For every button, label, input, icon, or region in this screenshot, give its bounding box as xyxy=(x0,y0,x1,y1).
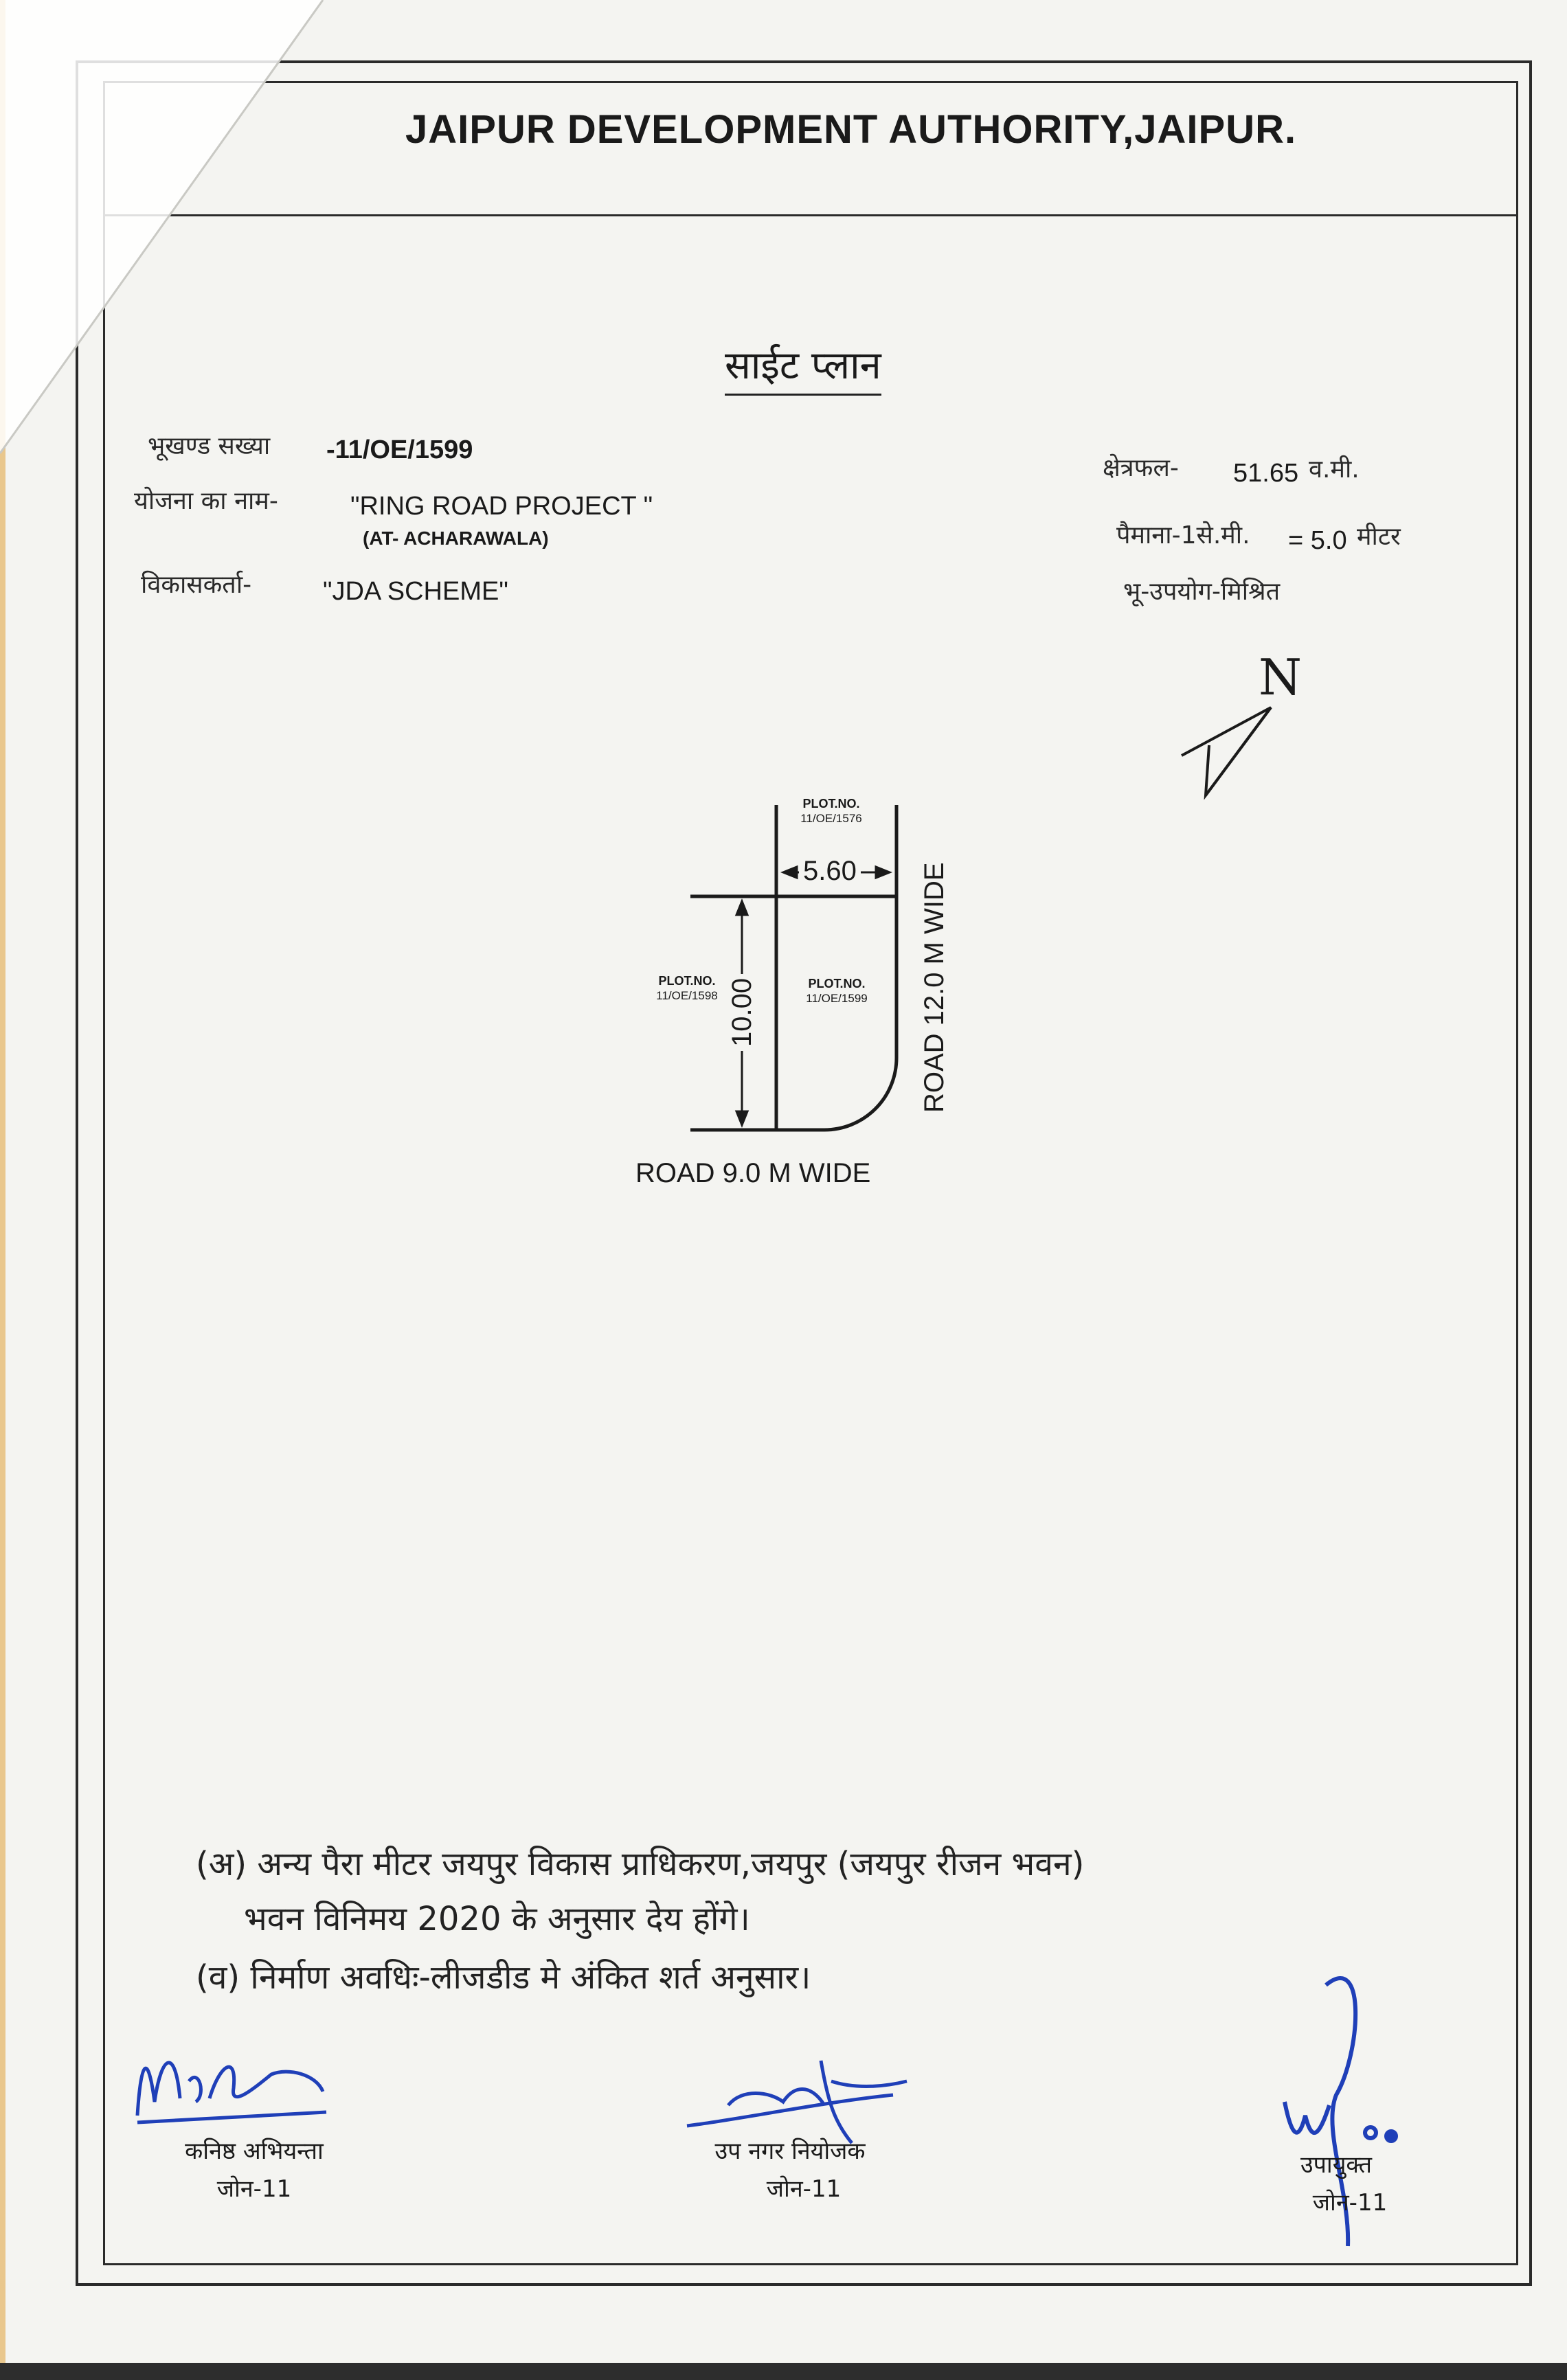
plot-left-label-text: PLOT.NO. xyxy=(658,974,716,988)
area-label: क्षेत्रफल- xyxy=(1103,454,1179,482)
junior-engineer-title: कनिष्ठ अभियन्ता xyxy=(185,2138,324,2165)
note-line-2: भवन विनिमय 2020 के अनुसार देय होंगे। xyxy=(244,1900,750,1938)
depth-dimension-label: 10.00 xyxy=(728,974,756,1051)
plot-left-label xyxy=(639,974,735,1003)
plot-number-label: भूखण्ड सख्या xyxy=(148,432,271,460)
land-use: भू-उपयोग-मिश्रित xyxy=(1123,578,1281,606)
plot-lines xyxy=(690,805,897,1130)
junior-engineer-zone: जोन-11 xyxy=(216,2175,292,2203)
plot-main-label xyxy=(789,977,885,1006)
scale-unit: मीटर xyxy=(1357,523,1401,551)
plot-number-value: -11/OE/1599 xyxy=(326,435,473,464)
width-dimension-label: 5.60 xyxy=(799,857,861,885)
note-line-1: (अ) अन्य पैरा मीटर जयपुर विकास प्राधिकरण,जयपुर (जयपुर रीजन भवन) xyxy=(196,1845,1085,1883)
area-value: 51.65 xyxy=(1233,459,1299,488)
deputy-commissioner-zone: जोन-11 xyxy=(1312,2189,1388,2217)
plot-top-label xyxy=(783,797,879,826)
plot-left-number: 11/OE/1598 xyxy=(656,988,718,1002)
plot-top-number: 11/OE/1576 xyxy=(800,811,862,825)
scale-label: पैमाना-1से.मी. xyxy=(1116,521,1250,549)
note-line-3: (व) निर्माण अवधिः-लीजडीड मे अंकित शर्त अनुसार। xyxy=(196,1958,811,1997)
plot-top-label-text: PLOT.NO. xyxy=(802,797,860,811)
junior-engineer-signature xyxy=(137,2063,326,2122)
scheme-value: "RING ROAD PROJECT " xyxy=(350,492,653,521)
area-unit: व.मी. xyxy=(1309,455,1360,484)
scan-bottom-edge xyxy=(0,2363,1567,2380)
deputy-commissioner-title: उपायुक्त xyxy=(1300,2151,1373,2179)
scheme-location: (AT- ACHARAWALA) xyxy=(363,528,549,549)
scale-value: = 5.0 xyxy=(1288,526,1347,555)
authority-title: JAIPUR DEVELOPMENT AUTHORITY,JAIPUR. xyxy=(405,107,1297,152)
plot-main-label-text: PLOT.NO. xyxy=(808,977,866,990)
road-bottom-label: ROAD 9.0 M WIDE xyxy=(635,1158,871,1188)
deputy-planner-title: उप नगर नियोजक xyxy=(714,2138,866,2165)
deputy-planner-signature xyxy=(687,2061,907,2143)
developer-label: विकासकर्ता- xyxy=(141,571,252,599)
north-arrow-icon xyxy=(1182,707,1271,795)
plot-main-number: 11/OE/1599 xyxy=(806,991,868,1005)
deputy-planner-zone: जोन-11 xyxy=(766,2175,842,2203)
developer-value: "JDA SCHEME" xyxy=(323,577,508,606)
road-right-label: ROAD 12.0 M WIDE xyxy=(919,862,949,1113)
plot-corner-curve xyxy=(824,1058,897,1130)
scheme-label: योजना का नाम- xyxy=(134,487,278,515)
site-plan-title: साईट प्लान xyxy=(725,347,881,396)
north-letter: N xyxy=(1259,648,1302,706)
